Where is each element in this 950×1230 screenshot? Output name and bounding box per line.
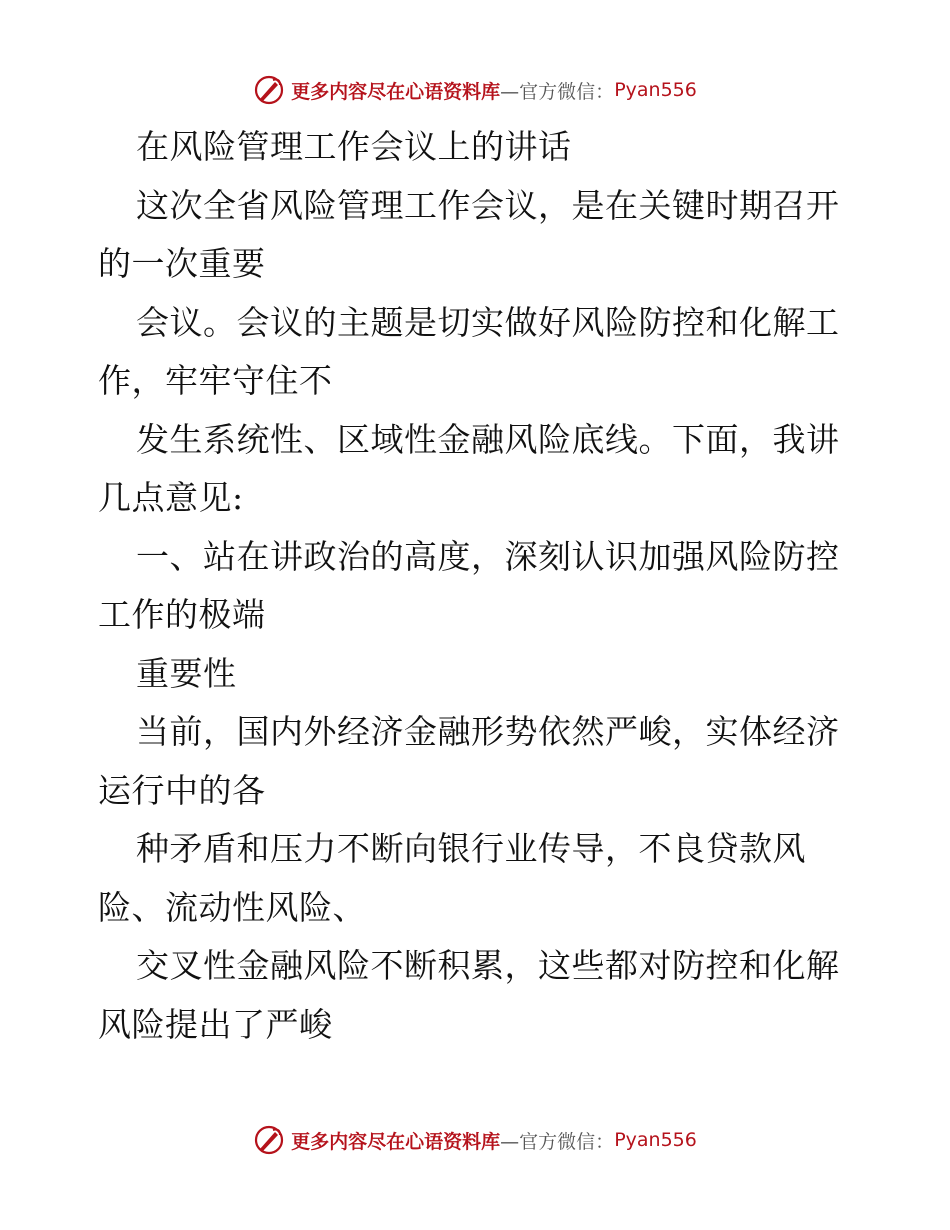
text-line: 交叉性金融风险不断积累，这些都对防控和化解 <box>136 946 840 985</box>
section-heading-line: 重要性 <box>136 653 237 693</box>
text-line: 当前，国内外经济金融形势依然严峻，实体经济 <box>136 712 840 751</box>
quill-logo-icon <box>253 74 285 106</box>
header-watermark-banner <box>0 72 950 108</box>
text-line: 运行中的各 <box>98 770 266 810</box>
footer-watermark-banner <box>0 1122 950 1158</box>
text-line: 作，牢牢守住不 <box>98 361 333 400</box>
text-line: 风险提出了严峻 <box>98 1004 333 1044</box>
banner-wechat-label: —官方微信： <box>500 80 615 103</box>
text-line: 会议。会议的主题是切实做好风险防控和化解工 <box>136 302 840 342</box>
text-line: 种矛盾和压力不断向银行业传导，不良贷款风 <box>136 829 806 868</box>
banner-wechat-id: Pyan556 <box>614 79 697 101</box>
text-line: 这次全省风险管理工作会议，是在关键时期召开 <box>136 185 840 225</box>
section-heading-line: 工作的极端 <box>98 595 266 634</box>
section-heading-line: 一、站在讲政治的高度，深刻认识加强风险防控 <box>136 536 840 576</box>
text-line: 几点意见: <box>98 478 244 517</box>
text-line: 发生系统性、区域性金融风险底线。下面，我讲 <box>136 419 840 459</box>
document-title: 在风险管理工作会议上的讲话 <box>136 127 572 166</box>
text-line: 险、流动性风险、 <box>98 887 366 927</box>
quill-logo-icon <box>253 1124 285 1156</box>
banner-site-text: 更多内容尽在心语资料库 <box>291 80 501 103</box>
text-line: 的一次重要 <box>98 244 266 283</box>
banner-wechat-label: —官方微信： <box>500 1130 615 1153</box>
document-body <box>98 118 858 1054</box>
banner-wechat-id: Pyan556 <box>614 1129 697 1151</box>
banner-site-text: 更多内容尽在心语资料库 <box>291 1130 501 1153</box>
